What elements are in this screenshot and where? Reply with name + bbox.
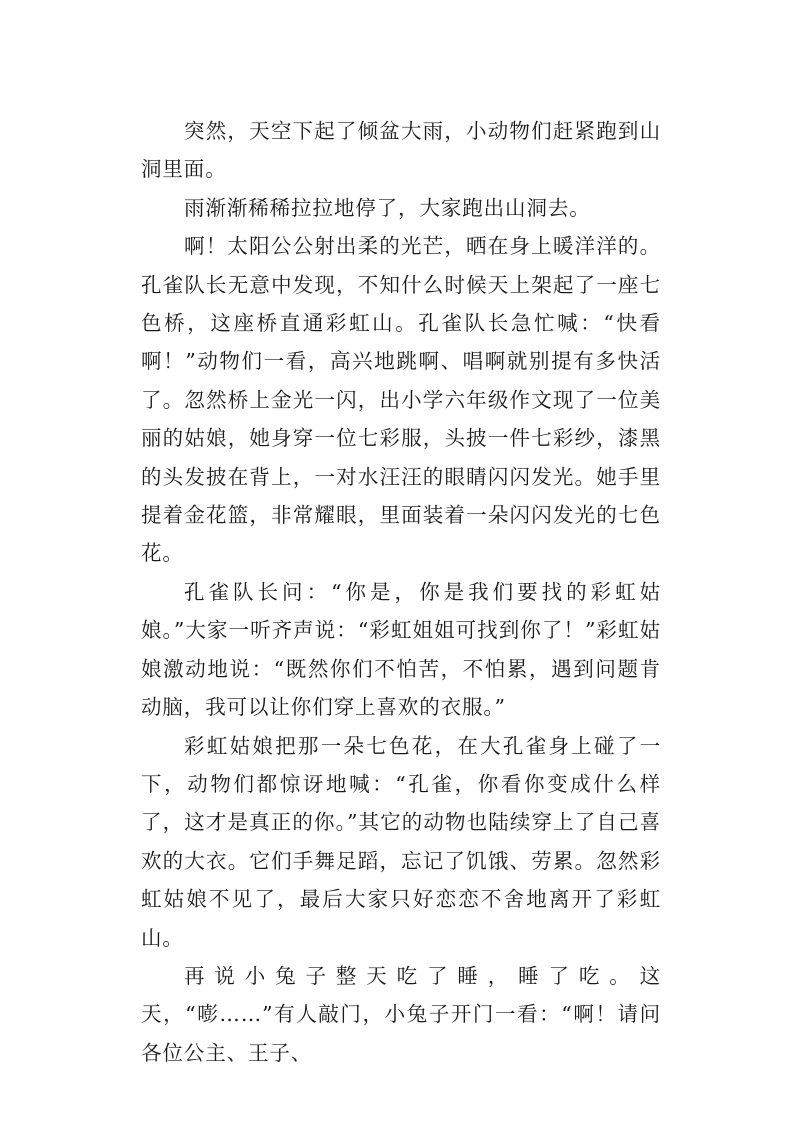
paragraph-2: 雨渐渐稀稀拉拉地停了，大家跑出山洞去。 (184, 195, 591, 220)
paragraph-1: 突然，天空下起了倾盆大雨，小动物们赶紧跑到山洞里面。 (141, 119, 661, 182)
story-text (141, 112, 661, 1072)
paragraph-6: 再说小兔子整天吃了睡，睡了吃。这天，“嘭……”有人敲门，小兔子开门一看：“啊！请问各位公主、王子、 (141, 963, 661, 1065)
paragraph-5: 彩虹姑娘把那一朵七色花，在大孔雀身上碰了一下，动物们都惊讶地喊：“孔雀，你看你变成什么样了，这才是真正的你。”其它的动物也陆续穿上了自己喜欢的大衣。它们手舞足蹈，忘记了饥饿、劳累。忽然彩虹姑娘不见了，最后大家只好恋恋不舍地离开了彩虹山。 (141, 733, 661, 950)
paragraph-3: 啊！太阳公公射出柔的光芒，晒在身上暖洋洋的。孔雀队长无意中发现，不知什么时候天上架起了一座七色桥，这座桥直通彩虹山。孔雀队长急忙喊：“快看啊！”动物们一看，高兴地跳啊、唱啊就别提有多快活了。忽然桥上金光一闪，出小学六年级作文现了一位美丽的姑娘，她身穿一位七彩服，头披一件七彩纱，漆黑的头发披在背上，一对水汪汪的眼睛闪闪发光。她手里提着金花篮，非常耀眼，里面装着一朵闪闪发光的七色花。 (141, 234, 661, 566)
paragraph-4: 孔雀队长问：“你是，你是我们要找的彩虹姑娘。”大家一听齐声说：“彩虹姐姐可找到你了！”彩虹姑娘激动地说：“既然你们不怕苦，不怕累，遇到问题肯动脑，我可以让你们穿上喜欢的衣服。” (141, 579, 661, 720)
